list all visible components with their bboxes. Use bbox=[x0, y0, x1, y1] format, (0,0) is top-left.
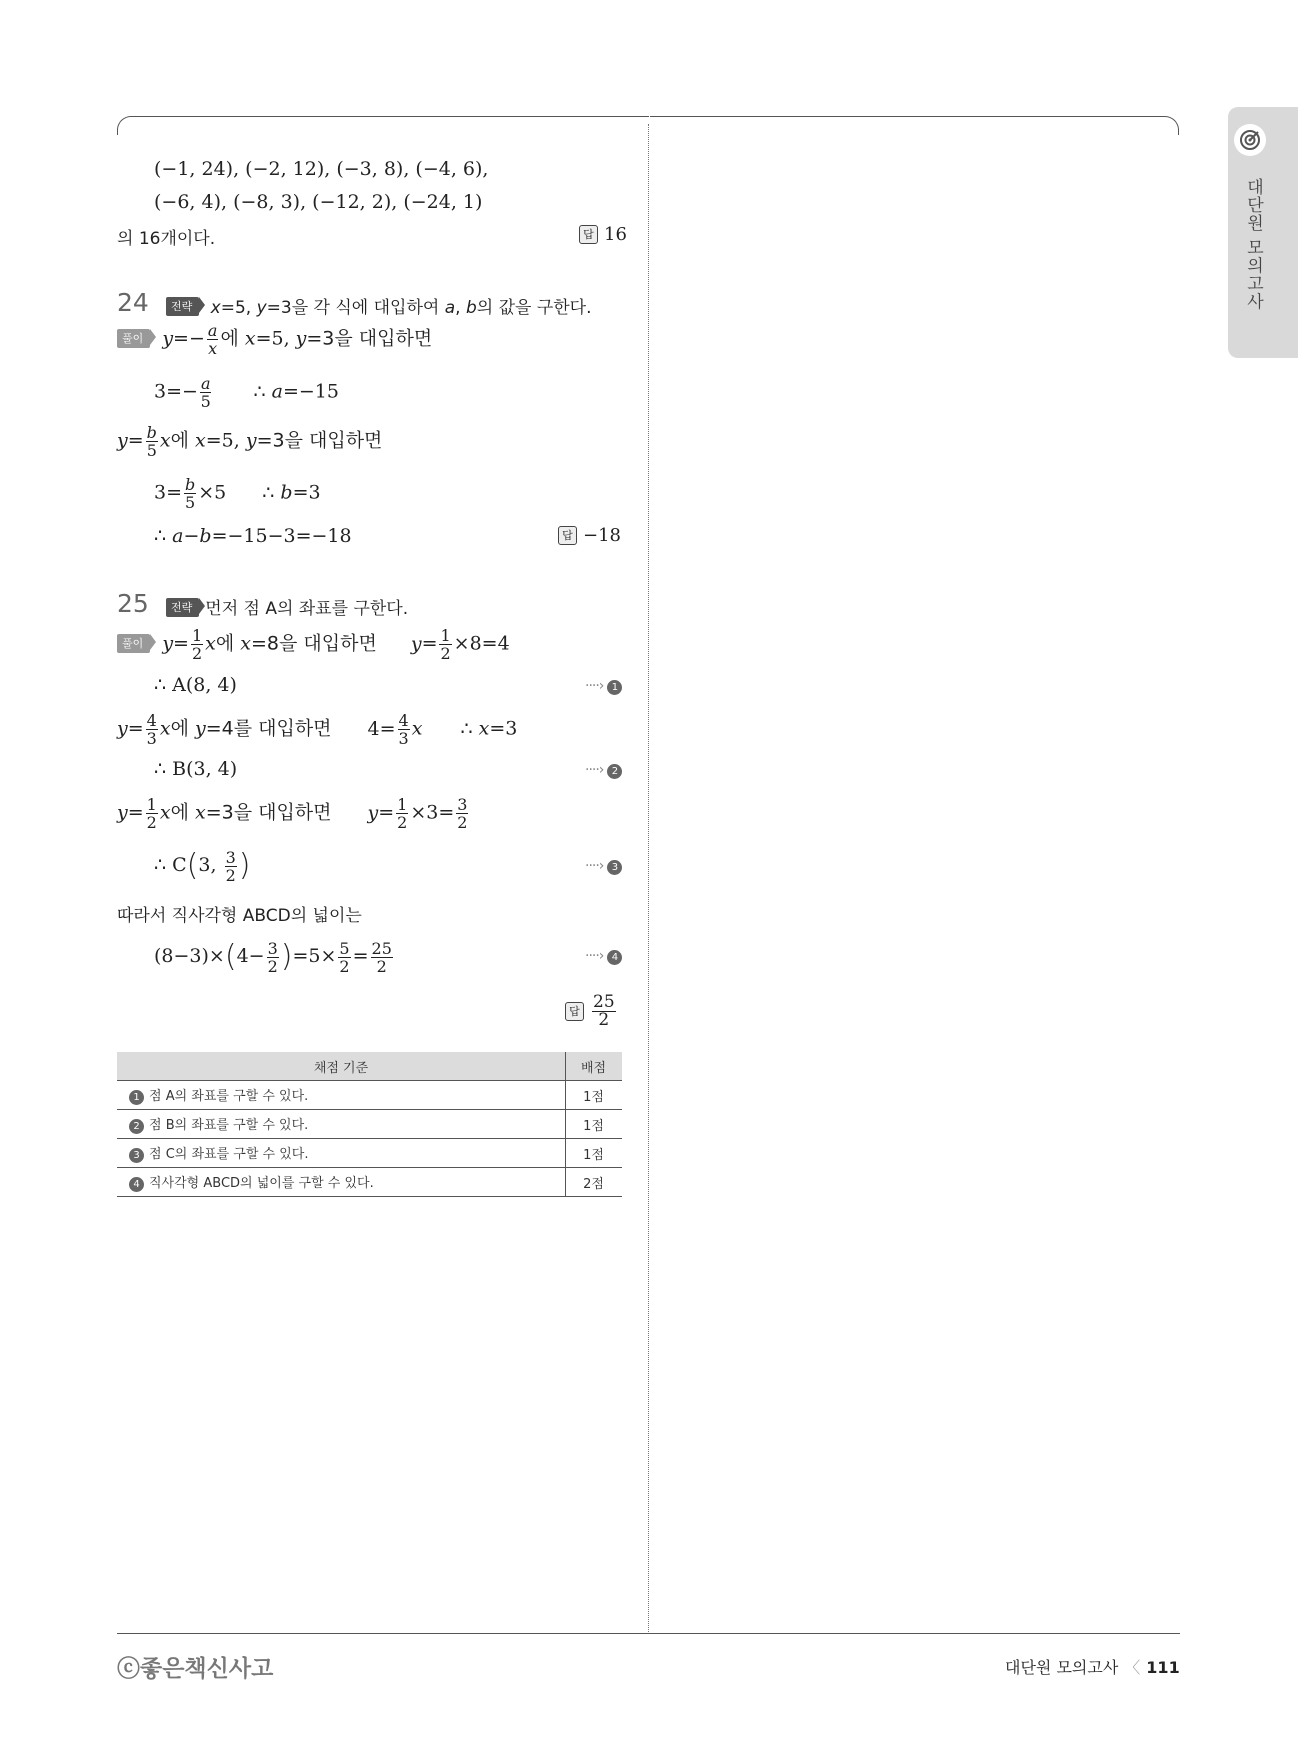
answer-icon: 답 bbox=[565, 1002, 584, 1021]
strategy-badge: 전략 bbox=[166, 297, 199, 316]
q23-answer bbox=[579, 224, 627, 245]
q24-strategy: 전략 x=5, y=3을 각 식에 대입하여 a, b의 값을 구한다. bbox=[166, 293, 592, 318]
q25-solution-line-2: ∴ A(8, 4) bbox=[154, 674, 237, 696]
q24-solution-line-5: ∴ a−b=−15−3=−18 bbox=[154, 525, 352, 547]
question-number-25: 25 bbox=[117, 589, 149, 618]
q23-pairs-line-1: (−1, 24), (−2, 12), (−3, 8), (−4, 6), bbox=[154, 158, 489, 180]
solution-badge: 풀이 bbox=[117, 329, 150, 348]
q25-solution-line-6: ∴ C(3, $\frac{3}{2}$ ) bbox=[154, 847, 251, 885]
q23-pairs-line-2: (−6, 4), (−8, 3), (−12, 2), (−24, 1) bbox=[154, 191, 483, 213]
step-marker-3: ····› 3 bbox=[585, 858, 622, 875]
step-marker-1: ····› 1 bbox=[585, 678, 622, 695]
table-row: 3 점 C의 좌표를 구할 수 있다. 1점 bbox=[117, 1139, 622, 1168]
grading-header-criteria: 채점 기준 bbox=[117, 1052, 566, 1081]
grading-table bbox=[117, 1052, 622, 1197]
solution-badge: 풀이 bbox=[117, 634, 150, 653]
footer-rule bbox=[117, 1633, 1180, 1634]
footer-page-info bbox=[1005, 1655, 1180, 1678]
answer-icon: 답 bbox=[558, 526, 577, 545]
answer-icon: 답 bbox=[579, 225, 598, 244]
q25-strategy: 전략 먼저 점 A의 좌표를 구한다. bbox=[166, 594, 408, 619]
q24-solution-line-2: 3=− $\frac{a}{5}$ ∴ a=−15 bbox=[154, 374, 339, 411]
q25-solution-line-4: ∴ B(3, 4) bbox=[154, 758, 238, 780]
footer-section-title: 대단원 모의고사 bbox=[1005, 1658, 1119, 1677]
q25-solution-line-1: 풀이 y= $\frac{1}{2}$ x에 x=8을 대입하면 y= $\frac{1}{2}$ ×8=4 bbox=[117, 627, 510, 662]
q25-solution-line-8: (8−3)×(4− $\frac{3}{2}$ )=5× $\frac{5}{2}$ = $\frac{25}{2}$ bbox=[154, 938, 392, 976]
chevron-left-icon: 〈 bbox=[1124, 1658, 1141, 1677]
page-number: 111 bbox=[1146, 1658, 1180, 1677]
question-number-24: 24 bbox=[117, 288, 149, 317]
left-column-frame bbox=[117, 116, 649, 135]
step-marker-2: ····› 2 bbox=[585, 762, 622, 779]
q23-count-line: 의 16개이다. bbox=[117, 229, 216, 249]
q25-solution-line-5: y= $\frac{1}{2}$ x에 x=3을 대입하면 y= $\frac{1}{2}$ ×3= $\frac{3}{2}$ bbox=[117, 795, 468, 832]
table-row: 1 점 A의 좌표를 구할 수 있다. 1점 bbox=[117, 1081, 622, 1110]
grading-header-points: 배점 bbox=[566, 1052, 623, 1081]
q25-solution-line-3: y= $\frac{4}{3}$ x에 y=4를 대입하면 4= $\frac{4}{3}$ x ∴ x=3 bbox=[117, 711, 518, 748]
step-marker-4: ····› 4 bbox=[585, 948, 622, 965]
q24-solution-line-4: 3= $\frac{b}{5}$ ×5 ∴ b=3 bbox=[154, 475, 321, 512]
q24-solution-line-3: y= $\frac{b}{5}$ x에 x=5, y=3을 대입하면 bbox=[117, 423, 383, 460]
table-row: 2 점 B의 좌표를 구할 수 있다. 1점 bbox=[117, 1110, 622, 1139]
q24-answer bbox=[558, 525, 621, 546]
strategy-badge: 전략 bbox=[166, 598, 199, 617]
q24-answer-value: −18 bbox=[583, 525, 621, 546]
q24-solution-line-1: 풀이 y=− $\frac{a}{x}$ 에 x=5, y=3을 대입하면 bbox=[117, 322, 432, 357]
right-column-frame bbox=[650, 116, 1179, 135]
q25-answer: 답 $\frac{25}{2}$ bbox=[565, 994, 618, 1029]
q25-solution-line-7: 따라서 직사각형 ABCD의 넓이는 bbox=[117, 906, 362, 926]
publisher-logo: ⓒ좋은책신사고 bbox=[117, 1656, 274, 1682]
section-tab-label: 대단원 모의고사 bbox=[1243, 178, 1263, 311]
column-divider bbox=[648, 124, 649, 1634]
target-icon bbox=[1234, 124, 1266, 156]
q23-answer-value: 16 bbox=[604, 224, 627, 245]
table-row: 4 직사각형 ABCD의 넓이를 구할 수 있다. 2점 bbox=[117, 1168, 622, 1197]
